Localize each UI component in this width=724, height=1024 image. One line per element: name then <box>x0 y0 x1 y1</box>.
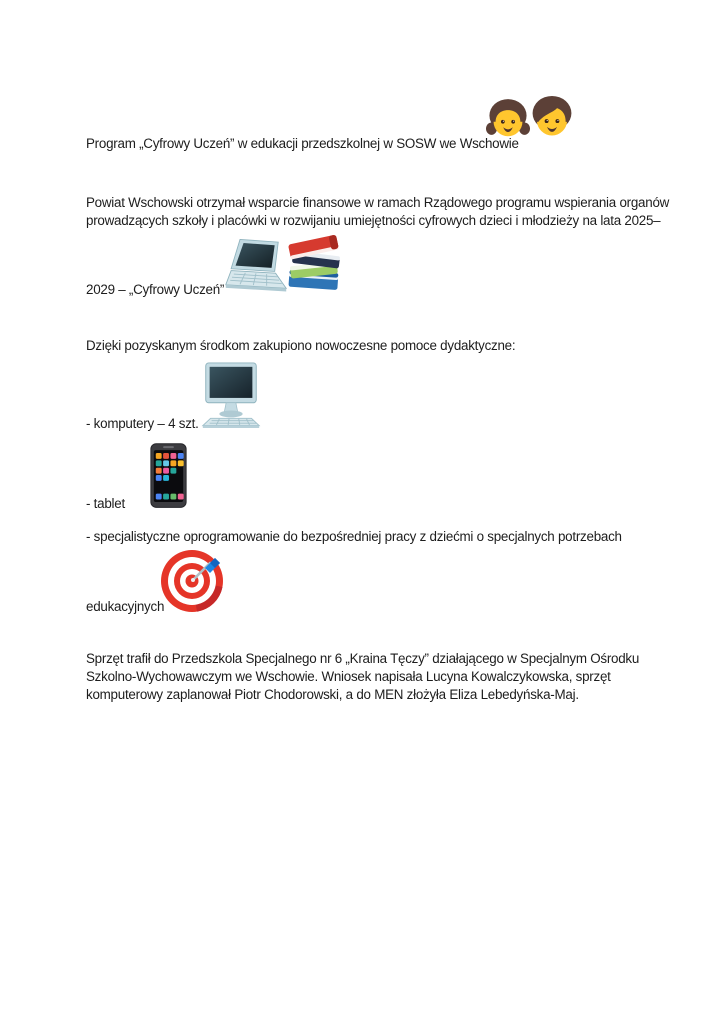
laptop-emoji <box>224 237 288 297</box>
dart-target-emoji <box>159 547 227 615</box>
intro-paragraph-line1: Powiat Wschowski otrzymał wsparcie finansowe w ramach Rządowego programu wspierania organów <box>86 195 670 210</box>
intro-paragraph-line2: prowadzących szkoły i placówki w rozwijaniu umiejętności cyfrowych dzieci i młodzieży na lata 2025– <box>86 213 661 228</box>
funding-line: Dzięki pozyskanym środkom zakupiono nowoczesne pomoce dydaktyczne: <box>86 338 516 353</box>
boy-emoji <box>529 86 575 149</box>
girl-emoji <box>486 89 530 149</box>
desktop-computer-emoji <box>198 361 264 429</box>
document-title: Program „Cyfrowy Uczeń” w edukacji przedszkolnej w SOSW we Wschowie <box>86 136 519 151</box>
item-software-line2: edukacyjnych <box>86 599 165 614</box>
item-tablet: - tablet <box>86 496 125 511</box>
closing-paragraph-line1: Sprzęt trafił do Przedszkola Specjalnego nr 6 „Kraina Tęczy” działającego w Specjalnym Ośrodku <box>86 651 640 666</box>
closing-paragraph-line2: Szkolno-Wychowawczym we Wschowie. Wniosek napisała Lucyna Kowalczykowska, sprzęt <box>86 669 611 684</box>
item-computers: - komputery – 4 szt. <box>86 416 199 431</box>
years-line: 2029 – „Cyfrowy Uczeń” <box>86 282 225 297</box>
books-emoji <box>284 232 346 296</box>
item-software-line1: - specjalistyczne oprogramowanie do bezpośredniej pracy z dziećmi o specjalnych potrzebach <box>86 529 622 544</box>
mobile-phone-emoji <box>145 442 192 511</box>
closing-paragraph-line3: komputerowy zaplanował Piotr Chodorowski, a do MEN złożyła Eliza Lebedyńska-Maj. <box>86 687 579 702</box>
